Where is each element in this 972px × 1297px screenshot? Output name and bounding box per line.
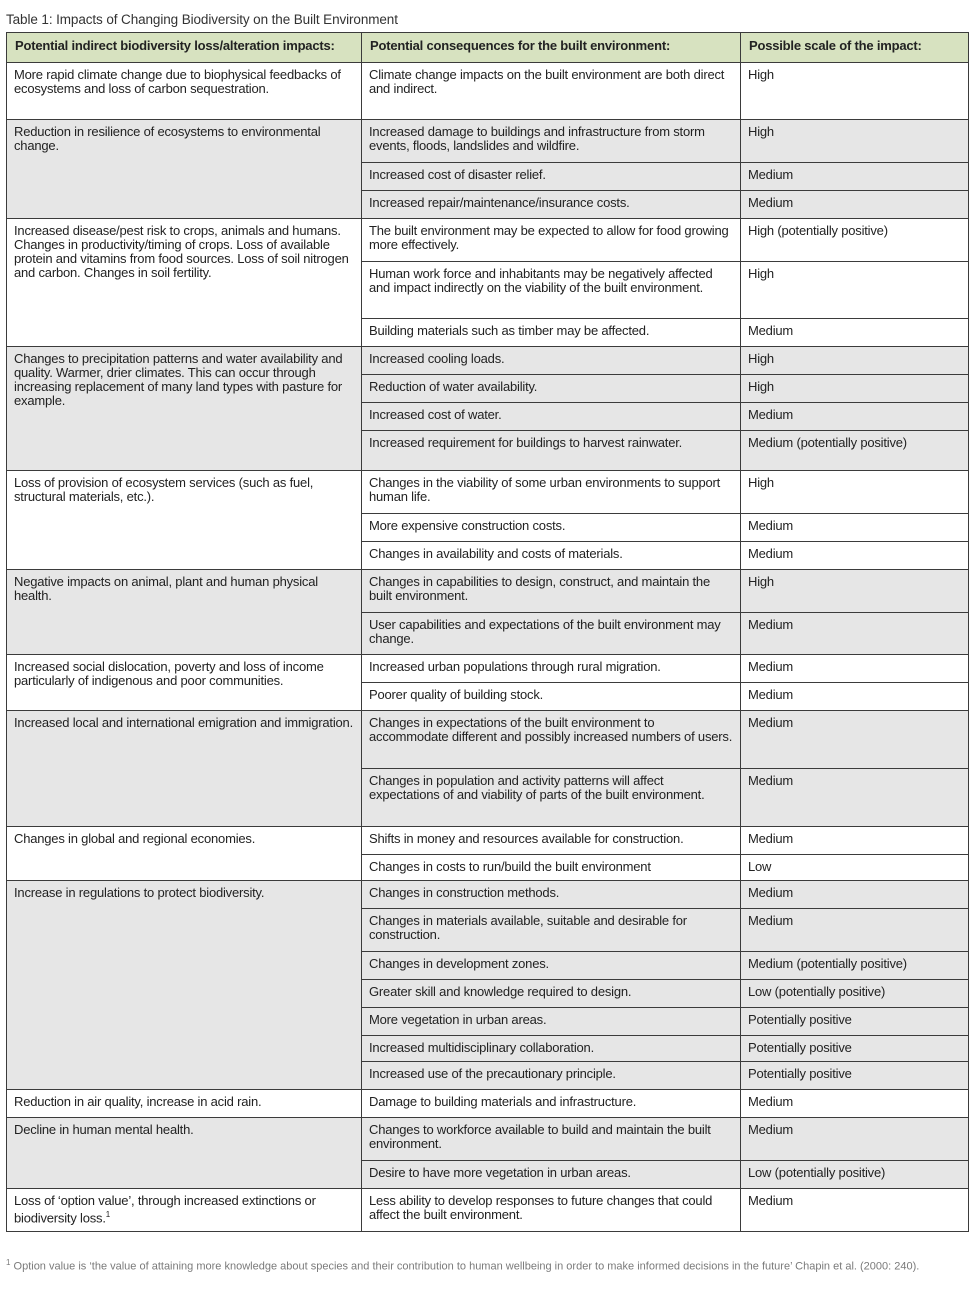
scale-cell: Medium [741, 1189, 969, 1232]
consequence-cell: Changes in population and activity patterns will affect expectations of and viability of parts of the built environment. [362, 769, 741, 827]
consequence-cell: Changes in costs to run/build the built environment [362, 855, 741, 881]
consequence-cell: Increased cost of water. [362, 403, 741, 431]
impact-cell [7, 219, 362, 347]
scale-cell: Medium [741, 319, 969, 347]
table-row [7, 471, 969, 514]
consequence-cell: The built environment may be expected to allow for food growing more effectively. [362, 219, 741, 262]
consequence-cell: Increased cost of disaster relief. [362, 163, 741, 191]
table-row [7, 827, 969, 855]
scale-cell: Low (potentially positive) [741, 980, 969, 1008]
header-scale: Possible scale of the impact: [741, 33, 969, 63]
consequence-cell: Increased use of the precautionary principle. [362, 1062, 741, 1090]
consequence-cell: Changes in capabilities to design, construct, and maintain the built environment. [362, 570, 741, 613]
scale-cell: Medium [741, 191, 969, 219]
consequence-cell: Less ability to develop responses to future changes that could affect the built environment. [362, 1189, 741, 1232]
impact-text: Increase in regulations to protect biodiversity. [14, 885, 265, 900]
consequence-cell: Changes in materials available, suitable and desirable for construction. [362, 909, 741, 952]
impact-cell [7, 827, 362, 881]
scale-cell: Potentially positive [741, 1036, 969, 1062]
table-row [7, 711, 969, 769]
impact-cell [7, 63, 362, 120]
consequence-cell: Increased damage to buildings and infrastructure from storm events, floods, landslides and wildfire. [362, 120, 741, 163]
impact-text: Increased social dislocation, poverty and loss of income particularly of indigenous and poor communities. [14, 659, 324, 688]
consequence-cell: Increased requirement for buildings to harvest rainwater. [362, 431, 741, 471]
table-row [7, 1090, 969, 1118]
table-row [7, 120, 969, 163]
consequence-cell: User capabilities and expectations of the built environment may change. [362, 613, 741, 655]
consequence-cell: Damage to building materials and infrastructure. [362, 1090, 741, 1118]
scale-cell: Medium [741, 909, 969, 952]
scale-cell: Medium (potentially positive) [741, 431, 969, 471]
impact-cell [7, 120, 362, 219]
scale-cell: High (potentially positive) [741, 219, 969, 262]
table-body [7, 63, 969, 1232]
impact-text: Increased disease/pest risk to crops, animals and humans. Changes in productivity/timing of crops. Loss of available protein and vitamins from food sources. Loss of soil nitrogen and carbon. Changes in soil fertility. [14, 223, 349, 280]
footnote-marker: 1 [6, 1258, 11, 1267]
consequence-cell: Desire to have more vegetation in urban areas. [362, 1161, 741, 1189]
footnote [6, 1256, 966, 1274]
impact-cell [7, 570, 362, 655]
impact-cell [7, 1118, 362, 1189]
scale-cell: Medium [741, 542, 969, 570]
table-row [7, 1118, 969, 1161]
impact-text: Loss of ‘option value’, through increased extinctions or biodiversity loss. [14, 1193, 316, 1226]
scale-cell: Medium [741, 711, 969, 769]
consequence-cell: Greater skill and knowledge required to design. [362, 980, 741, 1008]
footnote-reference: 1 [105, 1210, 111, 1219]
scale-cell: Medium (potentially positive) [741, 952, 969, 980]
consequence-cell: Poorer quality of building stock. [362, 683, 741, 711]
scale-cell: High [741, 262, 969, 319]
consequence-cell: Changes in availability and costs of materials. [362, 542, 741, 570]
table-row [7, 63, 969, 120]
consequence-cell: Changes in the viability of some urban environments to support human life. [362, 471, 741, 514]
scale-cell: Medium [741, 827, 969, 855]
scale-cell: High [741, 120, 969, 163]
impact-cell [7, 881, 362, 1090]
scale-cell: Potentially positive [741, 1062, 969, 1090]
impact-text: Decline in human mental health. [14, 1122, 194, 1137]
scale-cell: High [741, 375, 969, 403]
scale-cell: Medium [741, 769, 969, 827]
table-row [7, 655, 969, 683]
scale-cell: Medium [741, 683, 969, 711]
scale-cell: Medium [741, 1118, 969, 1161]
consequence-cell: Shifts in money and resources available for construction. [362, 827, 741, 855]
header-impacts: Potential indirect biodiversity loss/alteration impacts: [7, 33, 362, 63]
consequence-cell: Changes in development zones. [362, 952, 741, 980]
scale-cell: High [741, 63, 969, 120]
table-row [7, 1189, 969, 1232]
scale-cell: Medium [741, 1090, 969, 1118]
consequence-cell: Increased urban populations through rural migration. [362, 655, 741, 683]
table-row [7, 219, 969, 262]
scale-cell: High [741, 570, 969, 613]
scale-cell: Medium [741, 403, 969, 431]
impact-text: Increased local and international emigration and immigration. [14, 715, 353, 730]
scale-cell: Medium [741, 163, 969, 191]
impact-cell [7, 711, 362, 827]
impact-text: More rapid climate change due to biophysical feedbacks of ecosystems and loss of carbon sequestration. [14, 67, 341, 96]
impact-text: Reduction in resilience of ecosystems to environmental change. [14, 124, 321, 153]
table-caption: Table 1: Impacts of Changing Biodiversity on the Built Environment [6, 12, 398, 27]
table-header-row [7, 33, 969, 63]
consequence-cell: Building materials such as timber may be affected. [362, 319, 741, 347]
consequence-cell: Changes to workforce available to build and maintain the built environment. [362, 1118, 741, 1161]
biodiversity-impacts-table [6, 32, 969, 1232]
impact-cell [7, 1090, 362, 1118]
impact-text: Reduction in air quality, increase in acid rain. [14, 1094, 262, 1109]
table-row [7, 347, 969, 375]
header-consequences: Potential consequences for the built environment: [362, 33, 741, 63]
impact-text: Loss of provision of ecosystem services (such as fuel, structural materials, etc.). [14, 475, 314, 504]
scale-cell: Low [741, 855, 969, 881]
scale-cell: Medium [741, 514, 969, 542]
consequence-cell: Climate change impacts on the built environment are both direct and indirect. [362, 63, 741, 120]
scale-cell: High [741, 471, 969, 514]
impact-text: Negative impacts on animal, plant and human physical health. [14, 574, 318, 603]
consequence-cell: Increased repair/maintenance/insurance costs. [362, 191, 741, 219]
footnote-text: Option value is ‘the value of attaining more knowledge about species and their contribution to human wellbeing in order to make informed decisions in the future’ Chapin et al. (2000: 240). [13, 1260, 920, 1273]
scale-cell: Low (potentially positive) [741, 1161, 969, 1189]
scale-cell: High [741, 347, 969, 375]
scale-cell: Potentially positive [741, 1008, 969, 1036]
consequence-cell: More vegetation in urban areas. [362, 1008, 741, 1036]
consequence-cell: Increased multidisciplinary collaboration. [362, 1036, 741, 1062]
consequence-cell: More expensive construction costs. [362, 514, 741, 542]
table-row [7, 881, 969, 909]
impact-text: Changes in global and regional economies. [14, 831, 256, 846]
consequence-cell: Human work force and inhabitants may be negatively affected and impact indirectly on the viability of the built environment. [362, 262, 741, 319]
impact-cell [7, 471, 362, 570]
scale-cell: Medium [741, 881, 969, 909]
impact-cell [7, 1189, 362, 1232]
impact-text: Changes to precipitation patterns and water availability and quality. Warmer, drier climates. This can occur through increasing replacement of many land types with pasture for example. [14, 351, 343, 408]
table-row [7, 570, 969, 613]
consequence-cell: Changes in construction methods. [362, 881, 741, 909]
consequence-cell: Changes in expectations of the built environment to accommodate different and possibly increased numbers of users. [362, 711, 741, 769]
consequence-cell: Increased cooling loads. [362, 347, 741, 375]
impact-cell [7, 655, 362, 711]
scale-cell: Medium [741, 613, 969, 655]
consequence-cell: Reduction of water availability. [362, 375, 741, 403]
scale-cell: Medium [741, 655, 969, 683]
impact-cell [7, 347, 362, 471]
